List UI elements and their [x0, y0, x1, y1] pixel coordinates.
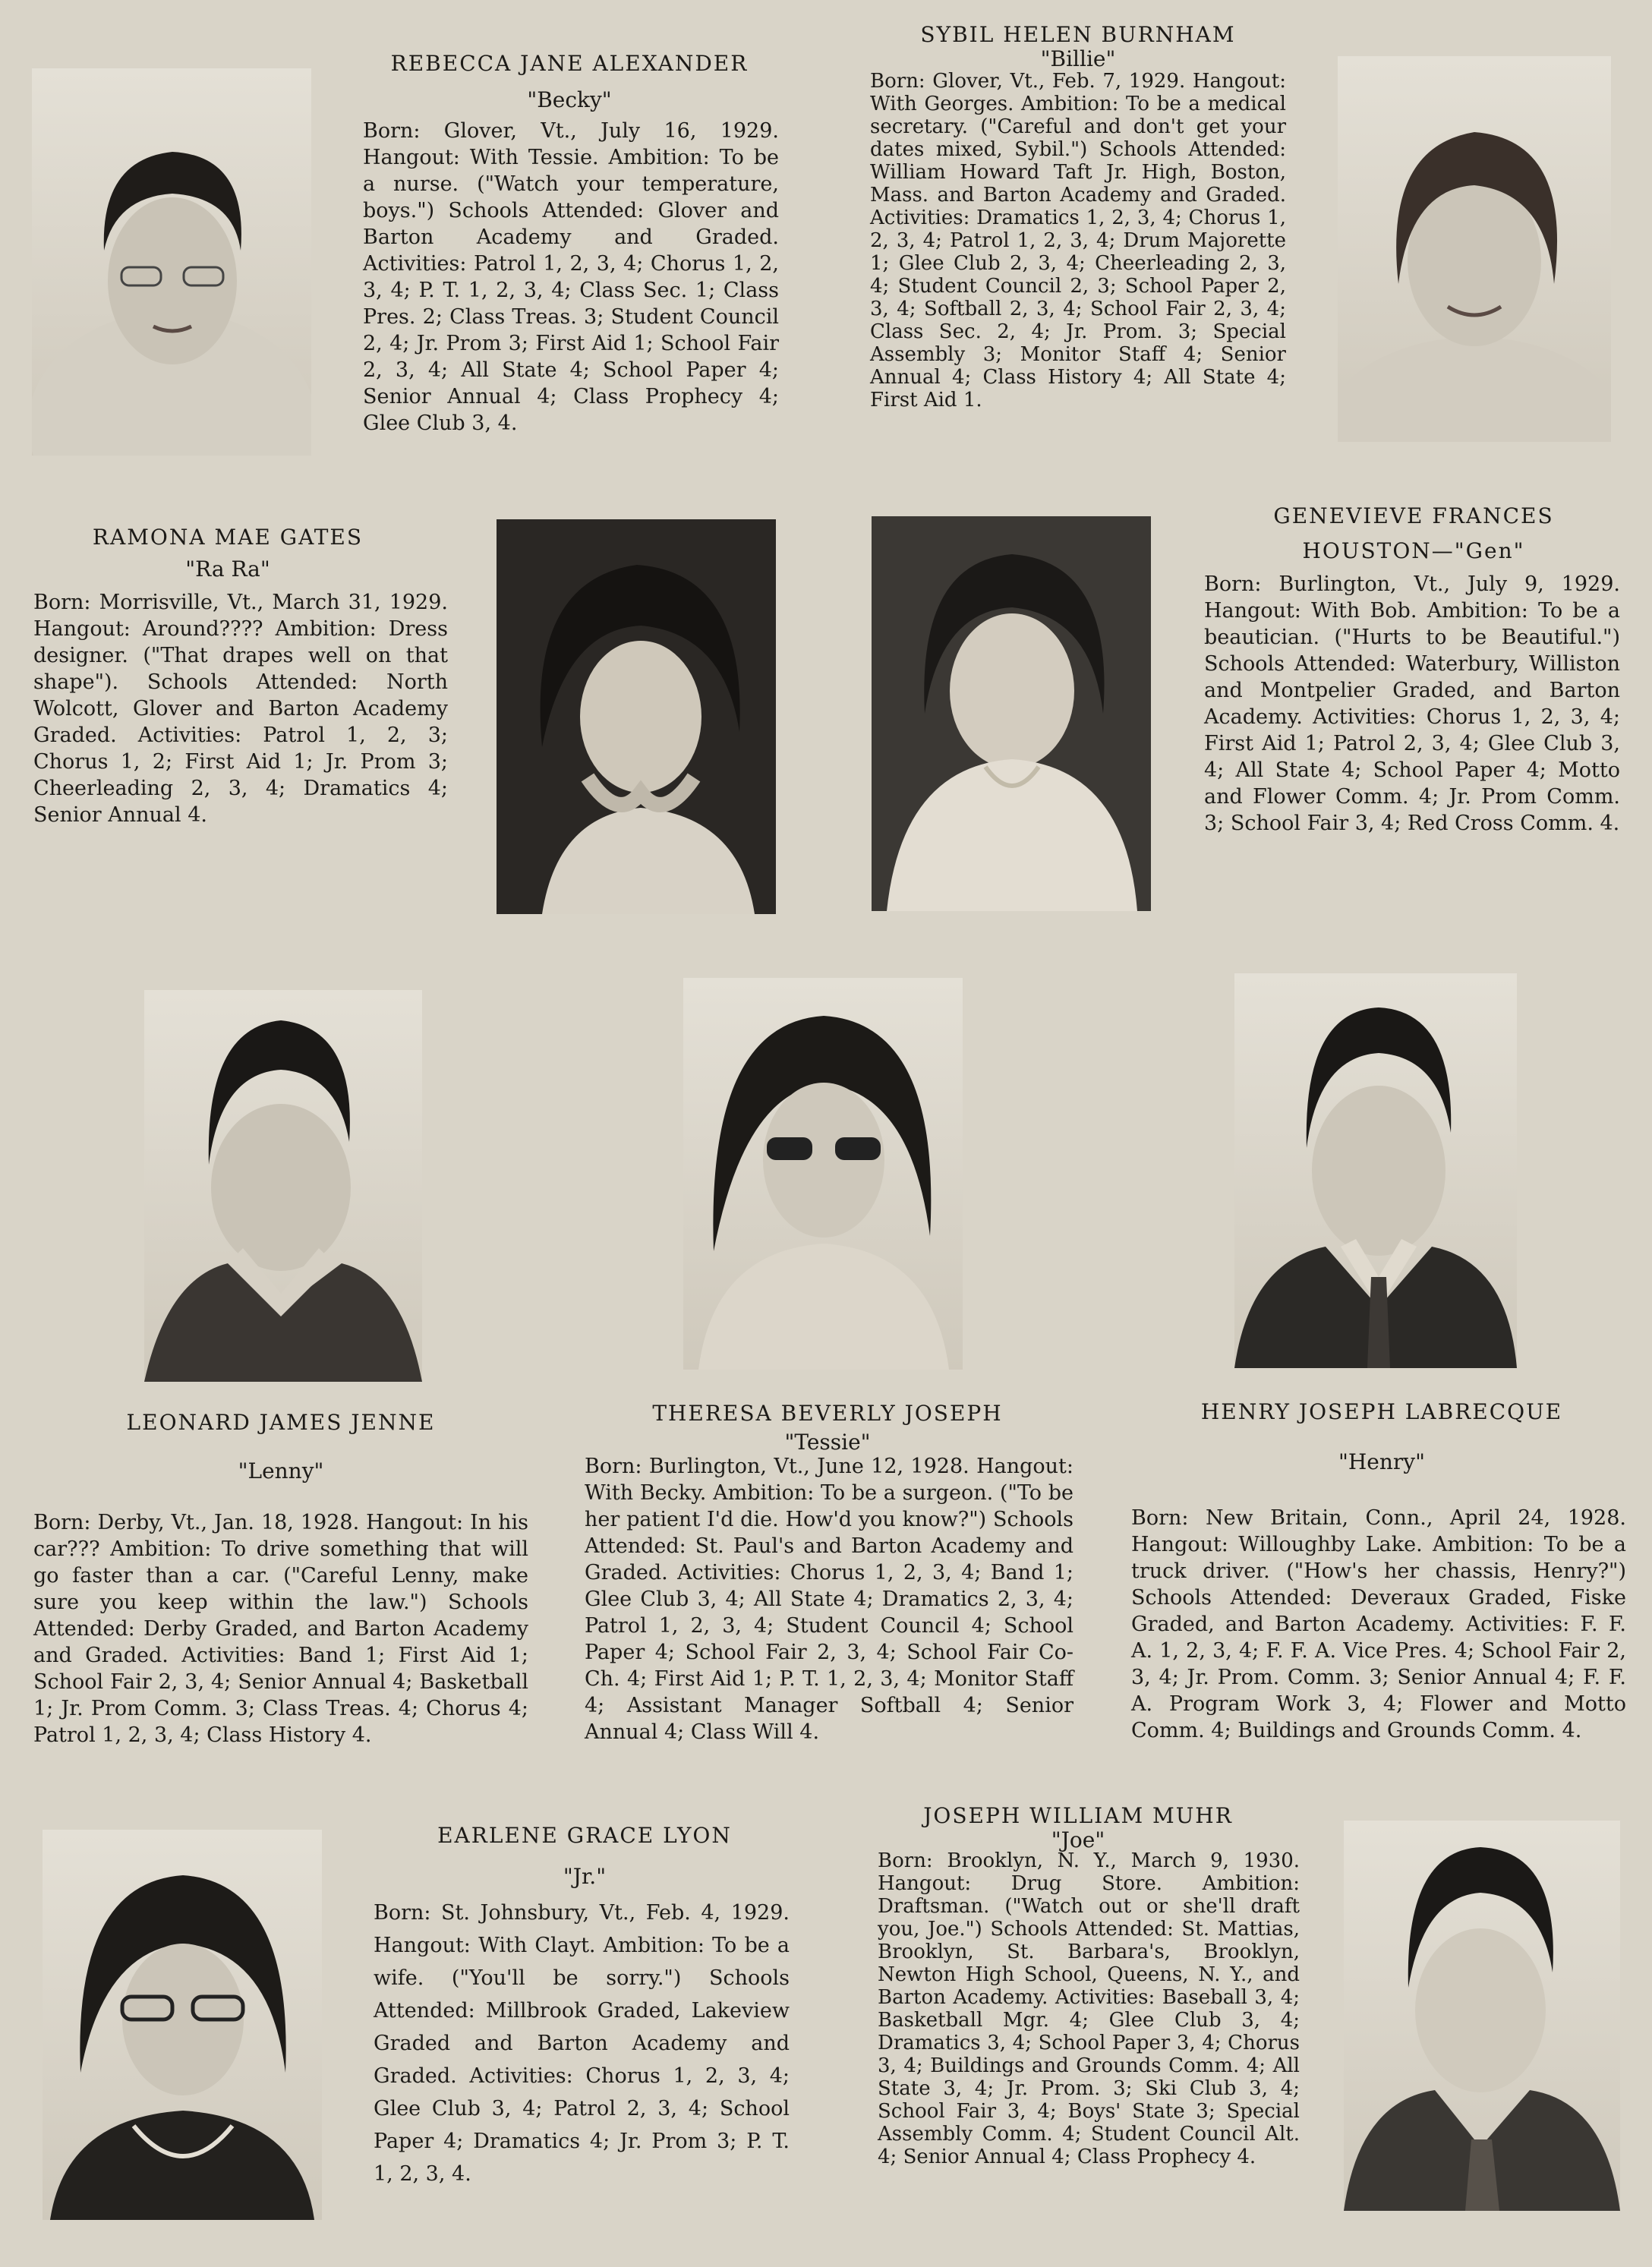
nickname-lyon: "Jr." [563, 1864, 607, 1889]
nickname-gates: "Ra Ra" [185, 557, 270, 582]
bio-alexander: Born: Glover, Vt., July 16, 1929. Hangout: With Tessie. Ambition: To be a nurse. ("Watch your temperature, boys.") Schools Attended: Glover and Barton Academy and Graded. Activities: Patrol 1, 2, 3, 4; Chorus 1, 2, 3, 4; P. T. 1, 2, 3, 4; Class Sec. 1; Class Pres. 2; Class Treas. 3; Student Council 2, 4; Jr. Prom 3; First Aid 1; School Fair 2, 3, 4; All State 4; School Paper 4; Senior Annual 4; Class Prophecy 4; Glee Club 3, 4. [363, 119, 779, 435]
portrait-alexander [32, 68, 311, 456]
bio-labrecque: Born: New Britain, Conn., April 24, 1928. Hangout: Willoughby Lake. Ambition: To be a truck driver. ("How's her chassis, Henry?") Schools Attended: Deveraux Graded, Fiske Graded, and Barton Academy. Activities: F. F. A. 1, 2, 3, 4; F. F. A. Vice Pres. 4; School Fair 2, 3, 4; Jr. Prom. Comm. 3; Senior Annual 4; F. F. A. Program Work 3, 4; Flower and Motto Comm. 4; Buildings and Grounds Comm. 4. [1131, 1506, 1626, 1742]
name-gates: RAMONA MAE GATES [92, 525, 364, 550]
nickname-labrecque: "Henry" [1338, 1449, 1425, 1474]
name-alexander: REBECCA JANE ALEXANDER [390, 51, 749, 76]
portrait-jenne [144, 990, 422, 1382]
portrait-lyon [43, 1830, 322, 2220]
bio-jenne: Born: Derby, Vt., Jan. 18, 1928. Hangout: In his car??? Ambition: To drive something that will go faster than a car. ("Careful Lenny, make sure you keep within the law.") Schools Attended: Derby Graded, and Barton Academy and Graded. Activities: Band 1; First Aid 1; School Fair 2, 3, 4; Senior Annual 4; Basketball 1; Jr. Prom Comm. 3; Class Treas. 4; Chorus 4; Patrol 1, 2, 3, 4; Class History 4. [33, 1511, 528, 1747]
name-joseph: THERESA BEVERLY JOSEPH [652, 1401, 1003, 1426]
nickname-joseph: "Tessie" [784, 1430, 871, 1455]
nickname-muhr: "Joe" [1051, 1827, 1105, 1852]
name-houston: GENEVIEVE FRANCES [1273, 503, 1554, 528]
name-muhr: JOSEPH WILLIAM MUHR [923, 1803, 1233, 1828]
nickname-alexander: "Becky" [527, 87, 612, 112]
bio-lyon: Born: St. Johnsbury, Vt., Feb. 4, 1929. Hangout: With Clayt. Ambition: To be a wife. ("You'll be sorry.") Schools Attended: Millbrook Graded, Lakeview Graded and Barton Academy and Graded. Activities: Chorus 1, 2, 3, 4; Glee Club 3, 4; Patrol 2, 3, 4; School Paper 4; Dramatics 4; Jr. Prom 3; P. T. 1, 2, 3, 4. [374, 1901, 790, 2186]
nickname-burnham: "Billie" [1040, 46, 1116, 71]
name-jenne: LEONARD JAMES JENNE [126, 1410, 436, 1435]
portrait-labrecque [1234, 973, 1517, 1368]
bio-burnham: Born: Glover, Vt., Feb. 7, 1929. Hangout: With Georges. Ambition: To be a medical secretary. ("Careful and don't get your dates mixed, Sybil.") Schools Attended: William Howard Taft Jr. High, Boston, Mass. and Barton Academy and Graded. Activities: Dramatics 1, 2, 3, 4; Chorus 1, 2, 3, 4; Patrol 1, 2, 3, 4; Drum Majorette 1; Glee Club 2, 3, 4; Cheerleading 2, 3, 4; Student Council 2, 3; School Paper 2, 3, 4; Softball 2, 3, 4; School Fair 2, 3, 4; Class Sec. 2, 4; Jr. Prom. 3; Special Assembly 3; Monitor Staff 4; Senior Annual 4; Class History 4; All State 4; First Aid 1. [870, 70, 1286, 411]
portrait-burnham [1338, 56, 1611, 442]
name-burnham: SYBIL HELEN BURNHAM [920, 22, 1236, 47]
bio-joseph: Born: Burlington, Vt., June 12, 1928. Hangout: With Becky. Ambition: To be a surgeon. ("To be her patient I'd die. How'd you know?") Schools Attended: St. Paul's and Barton Academy and Graded. Activities: Chorus 1, 2, 3, 4; Band 1; Glee Club 3, 4; All State 4; Dramatics 2, 3, 4; Patrol 1, 2, 3, 4; Student Council 4; School Paper 4; School Fair 2, 3, 4; School Fair Co-Ch. 4; First Aid 1; P. T. 1, 2, 3, 4; Monitor Staff 4; Assistant Manager Softball 4; Senior Annual 4; Class Will 4. [585, 1455, 1073, 1744]
name-houston-line2: HOUSTON—"Gen" [1302, 538, 1525, 563]
portrait-gates [497, 519, 776, 914]
portrait-joseph [683, 978, 963, 1370]
portrait-muhr [1344, 1821, 1620, 2211]
nickname-jenne: "Lenny" [238, 1458, 324, 1483]
name-lyon: EARLENE GRACE LYON [437, 1823, 732, 1848]
name-labrecque: HENRY JOSEPH LABRECQUE [1200, 1399, 1563, 1424]
bio-gates: Born: Morrisville, Vt., March 31, 1929. Hangout: Around???? Ambition: Dress designer. ("That drapes well on that shape"). Schools Attended: North Wolcott, Glover and Barton Academy Graded. Activities: Patrol 1, 2, 3; Chorus 1, 2; First Aid 1; Jr. Prom 3; Cheerleading 2, 3, 4; Dramatics 4; Senior Annual 4. [33, 591, 448, 827]
portrait-houston [872, 516, 1151, 911]
bio-houston: Born: Burlington, Vt., July 9, 1929. Hangout: With Bob. Ambition: To be a beautician. ("Hurts to be Beautiful.") Schools Attended: Waterbury, Williston and Montpelier Graded, and Barton Academy. Activities: Chorus 1, 2, 3, 4; First Aid 1; Patrol 2, 3, 4; Glee Club 3, 4; All State 4; School Paper 4; Motto and Flower Comm. 4; Jr. Prom Comm. 3; School Fair 3, 4; Red Cross Comm. 4. [1204, 572, 1620, 835]
bio-muhr: Born: Brooklyn, N. Y., March 9, 1930. Hangout: Drug Store. Ambition: Draftsman. ("Watch out or she'll draft you, Joe.") Schools Attended: St. Mattias, Brooklyn, St. Barbara's, Brooklyn, Newton High School, Queens, N. Y., and Barton Academy. Activities: Baseball 3, 4; Basketball Mgr. 4; Glee Club 3, 4; Dramatics 3, 4; School Paper 3, 4; Chorus 3, 4; Buildings and Grounds Comm. 4; All State 3, 4; Jr. Prom. 3; Ski Club 3, 4; School Fair 3, 4; Boys' State 3; Special Assembly Comm. 4; Student Council Alt. 4; Senior Annual 4; Class Prophecy 4. [878, 1849, 1300, 2168]
